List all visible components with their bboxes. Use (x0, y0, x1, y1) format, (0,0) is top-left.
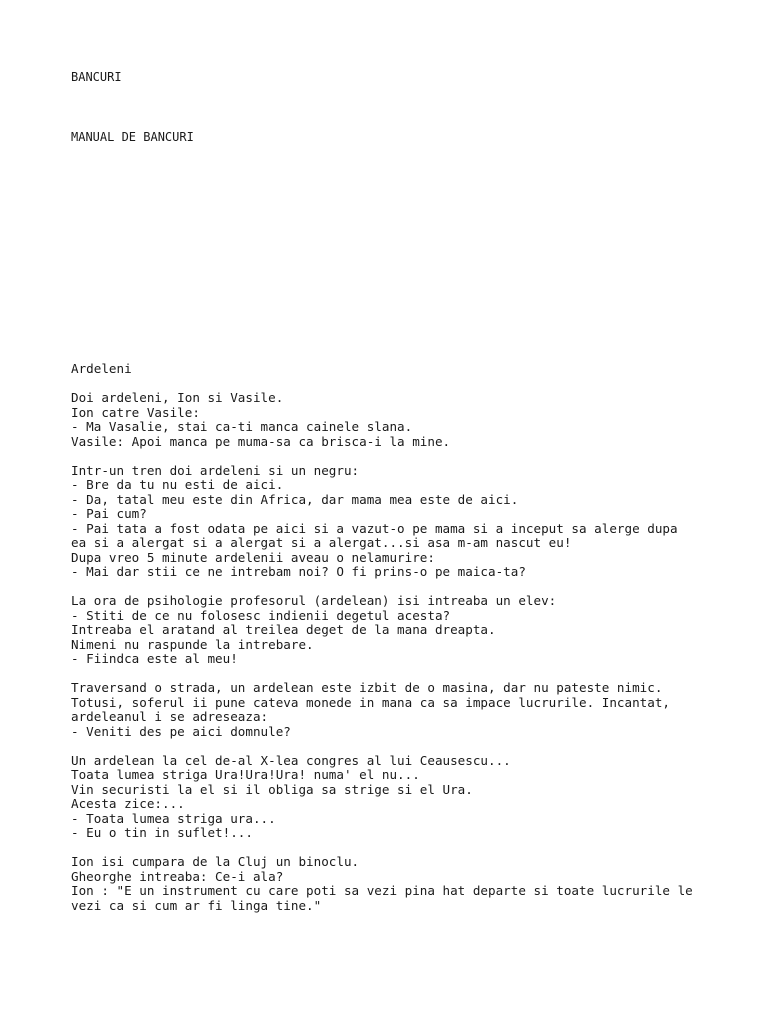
text-line: vezi ca si cum ar fi linga tine." (71, 897, 322, 913)
paragraph (71, 681, 751, 739)
text-line: Nimeni nu raspunde la intrebare. (71, 636, 314, 652)
document-top-heading: BANCURI (71, 70, 122, 84)
spacer (71, 377, 751, 392)
text-line: - Bre da tu nu esti de aici. (71, 477, 284, 492)
section-title: Ardeleni (71, 361, 132, 376)
text-line: Traversand o strada, un ardelean este izbit de o masina, dar nu pateste nimic. (71, 680, 663, 695)
text-line: - Toata lumea striga ura... (71, 810, 276, 826)
text-line: Acesta zice:... (71, 796, 185, 811)
text-line: Ion catre Vasile: (71, 404, 200, 420)
text-line: - Veniti des pe aici domnule? (71, 723, 291, 739)
document-body (71, 362, 751, 913)
text-line: Un ardelean la cel de-al X-lea congres al lui Ceausescu... (71, 752, 511, 768)
text-line: - Stiti de ce nu folosesc indienii degetul acesta? (71, 607, 451, 623)
spacer (71, 739, 751, 754)
text-line: Gheorghe intreaba: Ce-i ala? (71, 868, 284, 884)
spacer (71, 667, 751, 682)
paragraph (71, 594, 751, 667)
text-line: - Pai tata a fost odata pe aici si a vazut-o pe mama si a inceput sa alerge dupa (71, 520, 678, 536)
text-line: La ora de psihologie profesorul (ardelean) isi intreaba un elev: (71, 593, 557, 608)
text-line: - Pai cum? (71, 506, 147, 521)
text-line: - Mai dar stii ce ne intrebam noi? O fi prins-o pe maica-ta? (71, 564, 526, 579)
text-line: Vasile: Apoi manca pe muma-sa ca brisca-i la mine. (71, 433, 451, 449)
text-line: Intr-un tren doi ardeleni si un negru: (71, 462, 360, 478)
paragraph (71, 464, 751, 580)
text-line: ea si a alergat si a alergat si a alergat...si asa m-am nascut eu! (71, 535, 572, 550)
text-line: Totusi, soferul ii pune cateva monede in mana ca sa impace lucrurile. Incantat, (71, 694, 670, 710)
text-line: Dupa vreo 5 minute ardelenii aveau o nelamurire: (71, 549, 435, 565)
spacer (71, 580, 751, 595)
document-manual-heading: MANUAL DE BANCURI (71, 130, 194, 144)
spacer (71, 841, 751, 856)
text-line: Ion isi cumpara de la Cluj un binoclu. (71, 854, 360, 869)
paragraph (71, 391, 751, 449)
text-line: Ion : "E un instrument cu care poti sa vezi pina hat departe si toate lucrurile le (71, 883, 693, 898)
text-line: Doi ardeleni, Ion si Vasile. (71, 390, 284, 405)
paragraph (71, 855, 751, 913)
text-line: - Ma Vasalie, stai ca-ti manca cainele slana. (71, 419, 413, 434)
text-line: - Da, tatal meu este din Africa, dar mama mea este de aici. (71, 491, 519, 507)
paragraph (71, 754, 751, 841)
spacer (71, 449, 751, 464)
text-line: ardeleanul i se adreseaza: (71, 709, 269, 724)
text-line: Intreaba el aratand al treilea deget de la mana dreapta. (71, 622, 496, 637)
text-line: - Fiindca este al meu! (71, 651, 238, 666)
paragraph-list (71, 391, 751, 913)
text-line: Toata lumea striga Ura!Ura!Ura! numa' el nu... (71, 767, 420, 782)
text-line: - Eu o tin in suflet!... (71, 825, 253, 840)
text-line: Vin securisti la el si il obliga sa strige si el Ura. (71, 781, 473, 797)
